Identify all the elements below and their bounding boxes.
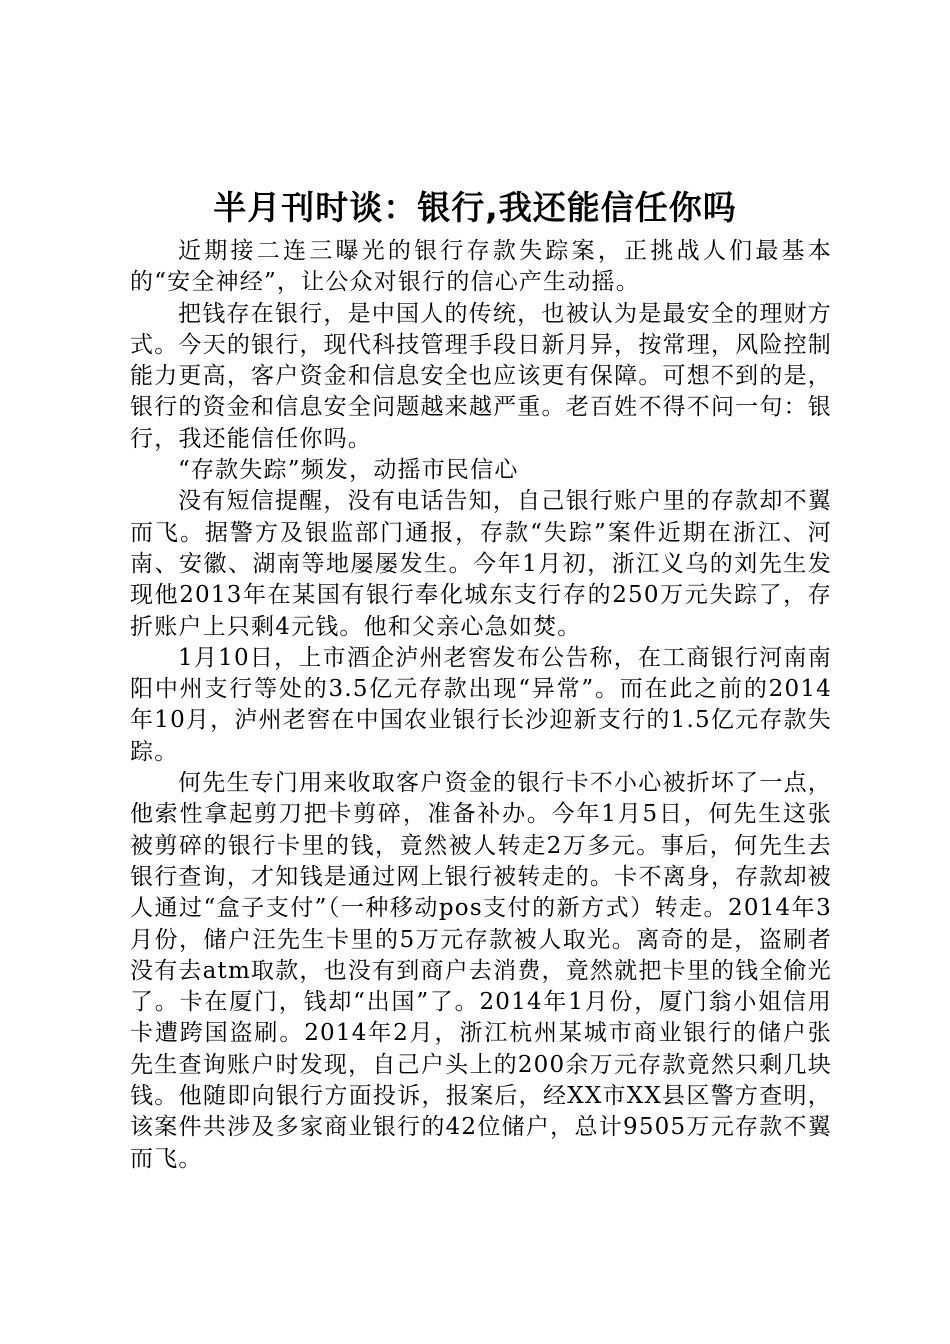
paragraph-luzhou-laojiao: 1月10日，上市酒企泸州老窖发布公告称，在工商银行河南南阳中州支行等处的3.5亿元存款出现“异常”。而在此之前的2014年10月，泸州老窖在中国农业银行长沙迎新支行的1.5亿元存款失踪。 — [130, 644, 832, 765]
paragraph-intro: 近期接二连三曝光的银行存款失踪案，正挑战人们最基本的“安全神经”，让公众对银行的信心产生动摇。 — [130, 238, 832, 296]
paragraph-trust-question: 把钱存在银行，是中国人的传统，也被认为是最安全的理财方式。今天的银行，现代科技管理手段日新月异，按常理，风险控制能力更高，客户资金和信息安全也应该更有保障。可想不到的是，银行的资金和信息安全问题越来越严重。老百姓不得不问一句：银行，我还能信任你吗。 — [130, 300, 832, 452]
document-title: 半月刊时谈：银行,我还能信任你吗 — [213, 188, 737, 227]
section-heading-deposit-loss: “存款失踪”频发，动摇市民信心 — [178, 457, 519, 484]
document-body — [130, 236, 832, 1175]
paragraph-cases-overview: 没有短信提醒，没有电话告知，自己银行账户里的存款却不翼而飞。据警方及银监部门通报，存款“失踪”案件近期在浙江、河南、安徽、湖南等地屡屡发生。今年1月初，浙江义乌的刘先生发现他2013年在某国有银行奉化城东支行存的250万元失踪了，存折账户上只剩4元钱。他和父亲心急如焚。 — [130, 488, 832, 640]
paragraph-card-theft-cases: 何先生专门用来收取客户资金的银行卡不小心被折坏了一点，他索性拿起剪刀把卡剪碎，准备补办。今年1月5日，何先生这张被剪碎的银行卡里的钱，竟然被人转走2万多元。事后，何先生去银行查询，才知钱是通过网上银行被转走的。卡不离身，存款却被人通过“盒子支付”（一种移动pos支付的新方式）转走。2014年3月份，储户汪先生卡里的5万元存款被人取光。离奇的是，盗刷者没有去atm取款，也没有到商户去消费，竟然就把卡里的钱全偷光了。卡在厦门，钱却“出国”了。2014年1月份，厦门翁小姐信用卡遭跨国盗刷。2014年2月，浙江杭州某城市商业银行的储户张先生查询账户时发现，自己户头上的200余万元存款竟然只剩几块钱。他随即向银行方面投诉，报案后，经XX市XX县区警方查明，该案件共涉及多家商业银行的42位储户，总计9505万元存款不翼而飞。 — [130, 770, 832, 1172]
